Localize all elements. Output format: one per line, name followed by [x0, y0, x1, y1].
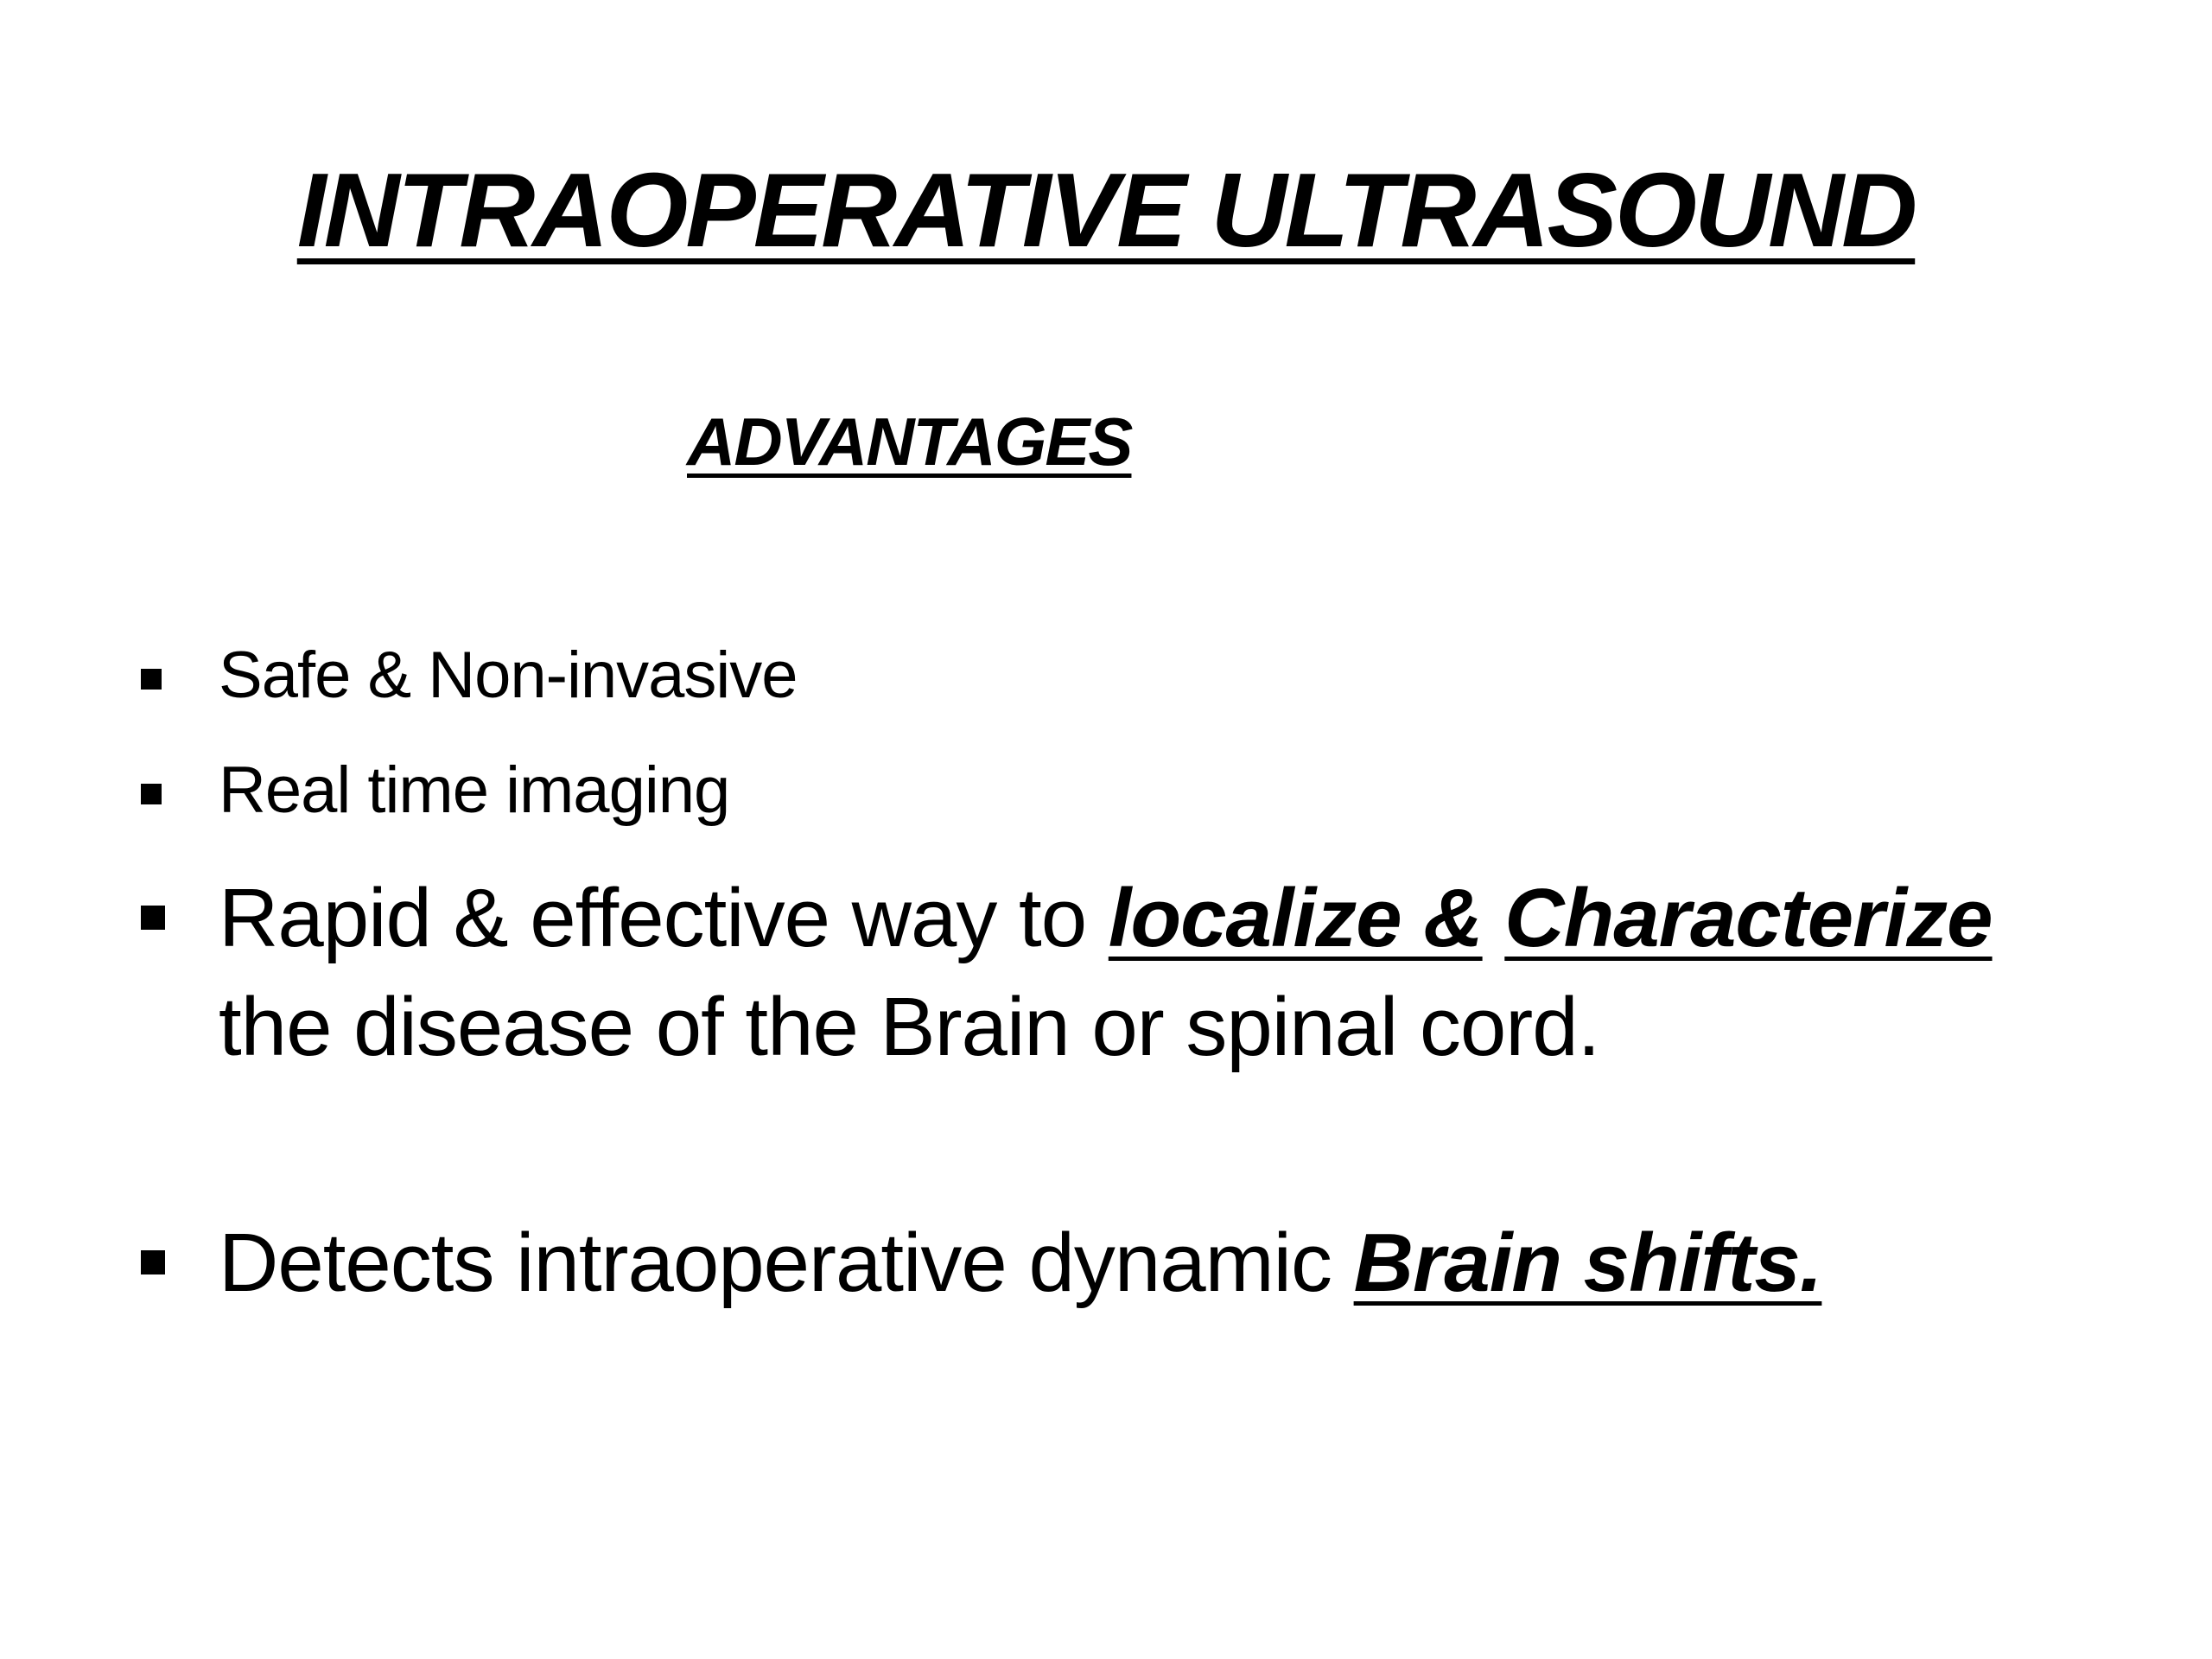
list-item-text: Rapid & effective way to — [219, 872, 1109, 964]
square-bullet-icon — [141, 1250, 165, 1274]
emphasis-brain-shifts: Brain shifts. — [1353, 1217, 1822, 1309]
square-bullet-icon — [141, 906, 165, 930]
slide-title: INTRAOPERATIVE ULTRASOUND — [296, 151, 1916, 269]
list-item-text: Safe & Non-invasive — [219, 639, 798, 712]
list-item — [219, 636, 2085, 715]
list-item — [219, 864, 2085, 1082]
list-item — [219, 751, 2085, 830]
square-bullet-icon — [141, 669, 162, 690]
emphasis-localize: localize & — [1108, 872, 1483, 964]
list-item-text-continued: the disease of the Brain or spinal cord. — [219, 981, 1600, 1073]
section-heading: ADVANTAGES — [687, 404, 1132, 480]
emphasis-characterize: Characterize — [1504, 872, 1993, 964]
list-item-text: Detects intraoperative dynamic — [219, 1217, 1354, 1309]
square-bullet-icon — [141, 784, 162, 804]
list-item-text: Real time imaging — [219, 753, 730, 827]
list-item — [219, 1209, 2085, 1318]
